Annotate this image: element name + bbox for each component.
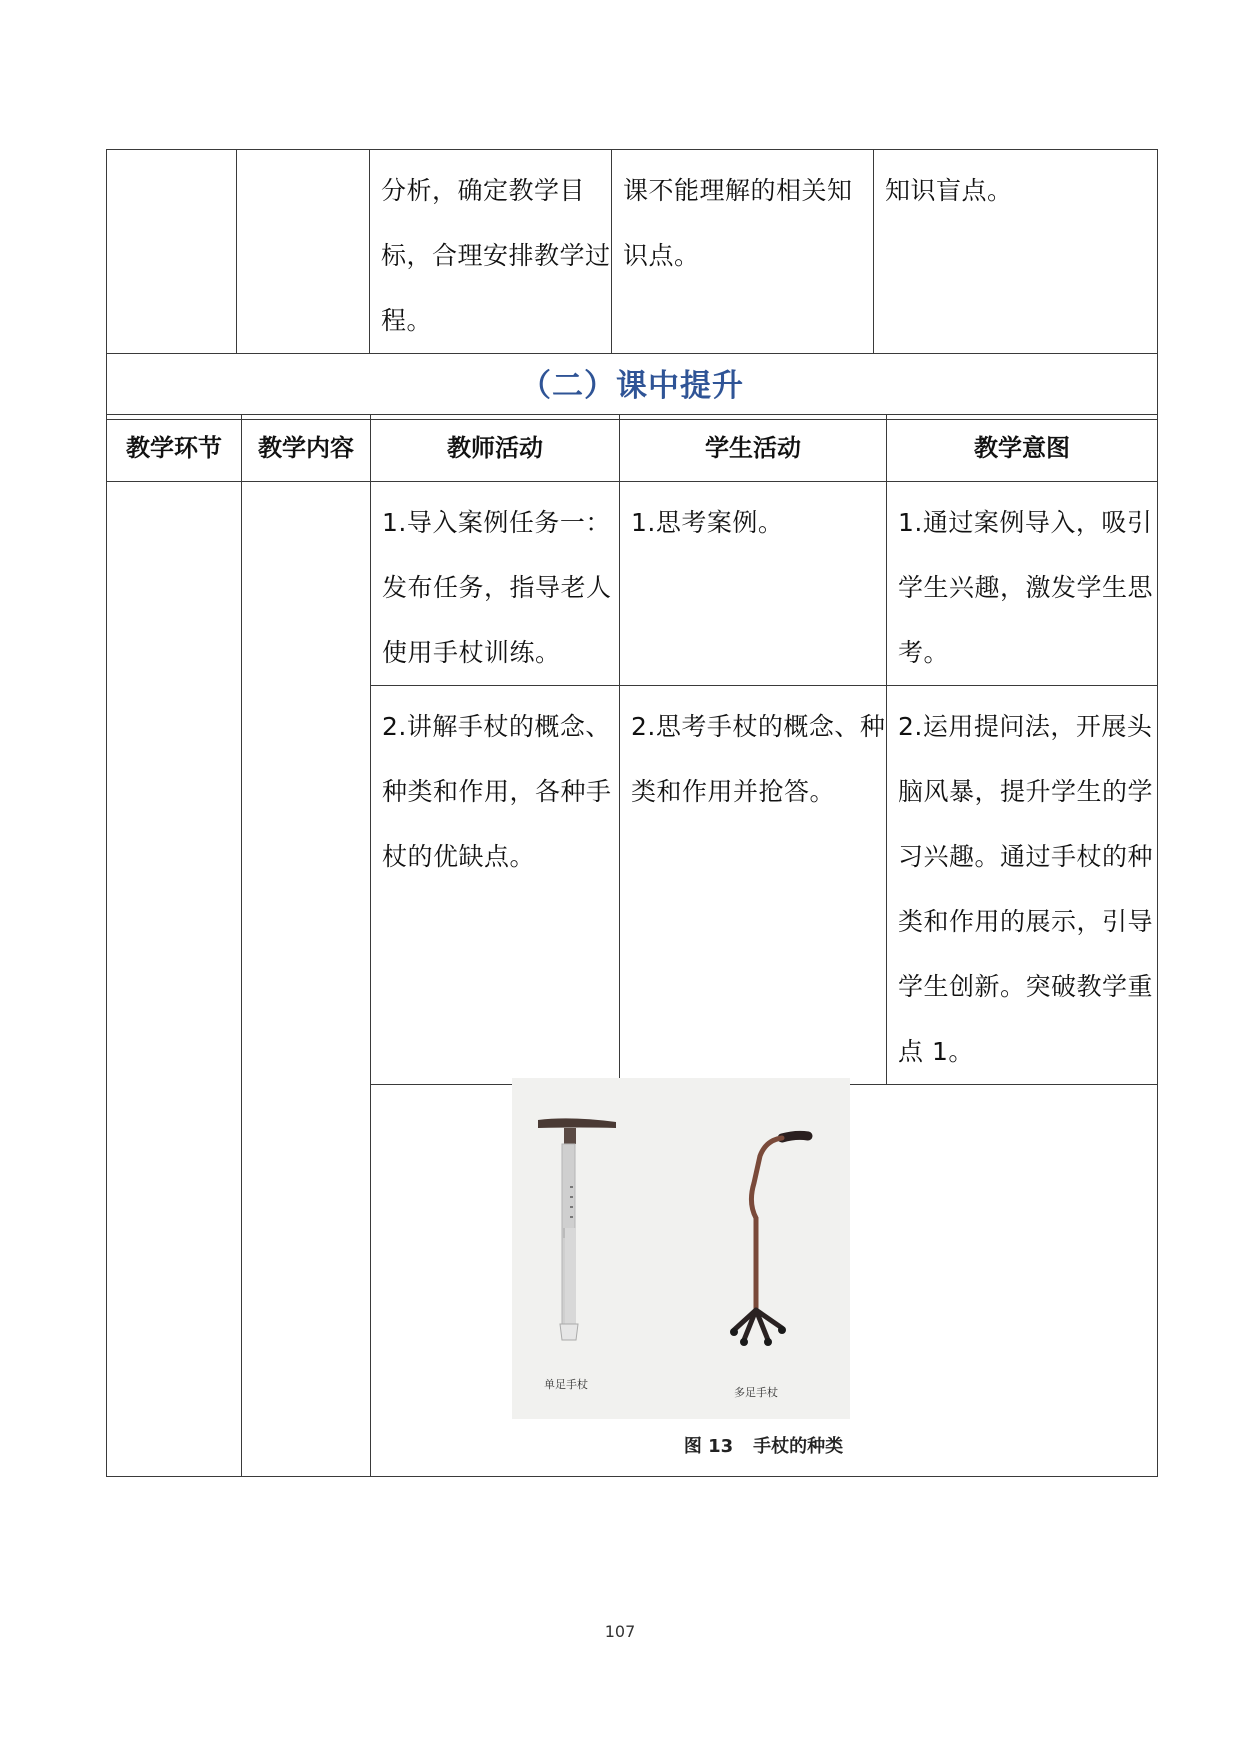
text-line: 点 1。 [898,1037,974,1066]
figure-caption [370,1432,1157,1458]
text-line: 1.导入案例任务一： [382,508,611,537]
header-teaching-intent: 教学意图 [887,415,1158,482]
teacher-activity-cell [371,482,620,686]
empty-cell [237,150,370,354]
continuation-table [106,149,1158,420]
text-line: 2.思考手杖的概念、种 [631,712,886,741]
text-line: 学生创新。突破教学重 [898,972,1154,1001]
student-activity-cell [620,686,887,1085]
stage-cell [107,482,242,1477]
text-line: 课不能理解的相关知 [623,176,853,205]
figure-title: 手杖的种类 [753,1436,844,1457]
quad-cane-icon [730,1135,808,1346]
teacher-activity-cell [370,150,612,354]
text-line: 2.讲解手杖的概念、 [382,712,611,741]
text-line: 类和作用的展示，引导 [898,907,1154,936]
text-line: 识点。 [623,241,700,270]
teacher-activity-cell [371,686,620,1085]
text-line: 习兴趣。通过手杖的种 [898,842,1154,871]
text-line: 程。 [381,306,433,335]
text-line: 分析，确定教学目 [381,176,586,205]
page-number: 107 [604,1622,636,1641]
teaching-intent-cell [887,686,1158,1085]
text-line: 1.通过案例导入，吸引 [898,508,1153,537]
header-teacher-activity: 教师活动 [371,415,620,482]
label-quad-cane: 多足手杖 [734,1386,778,1399]
text-line: 标，合理安排教学过 [381,241,611,270]
text-line: 考。 [898,638,950,667]
student-activity-cell [620,482,887,686]
text-line: 杖的优缺点。 [382,842,536,871]
header-teaching-content: 教学内容 [242,415,371,482]
text-line: 1.思考案例。 [631,508,784,537]
header-student-activity: 学生活动 [620,415,887,482]
label-single-foot-cane: 单足手杖 [544,1378,588,1391]
figure-number: 图 13 [683,1436,734,1457]
text-line: 学生兴趣，激发学生思 [898,573,1154,602]
section-title-cell [107,354,1158,420]
text-line: 使用手杖训练。 [382,638,561,667]
text-line: 发布任务，指导老人 [382,573,612,602]
header-teaching-stage: 教学环节 [107,415,242,482]
text-line: 脑风暴，提升学生的学 [898,777,1154,806]
walking-canes-photo [512,1078,850,1419]
text-line: 类和作用并抢答。 [631,777,836,806]
single-foot-cane-icon [538,1118,616,1340]
student-activity-cell [612,150,874,354]
content-cell [242,482,371,1477]
teaching-intent-cell [887,482,1158,686]
text-line: 种类和作用，各种手 [382,777,612,806]
section-title: （二）课中提升 [520,368,744,404]
text-line: 2.运用提问法，开展头 [898,712,1153,741]
empty-cell [107,150,237,354]
text-line: 知识盲点。 [885,176,1013,205]
teaching-intent-cell [874,150,1158,354]
table-row [107,482,1158,686]
